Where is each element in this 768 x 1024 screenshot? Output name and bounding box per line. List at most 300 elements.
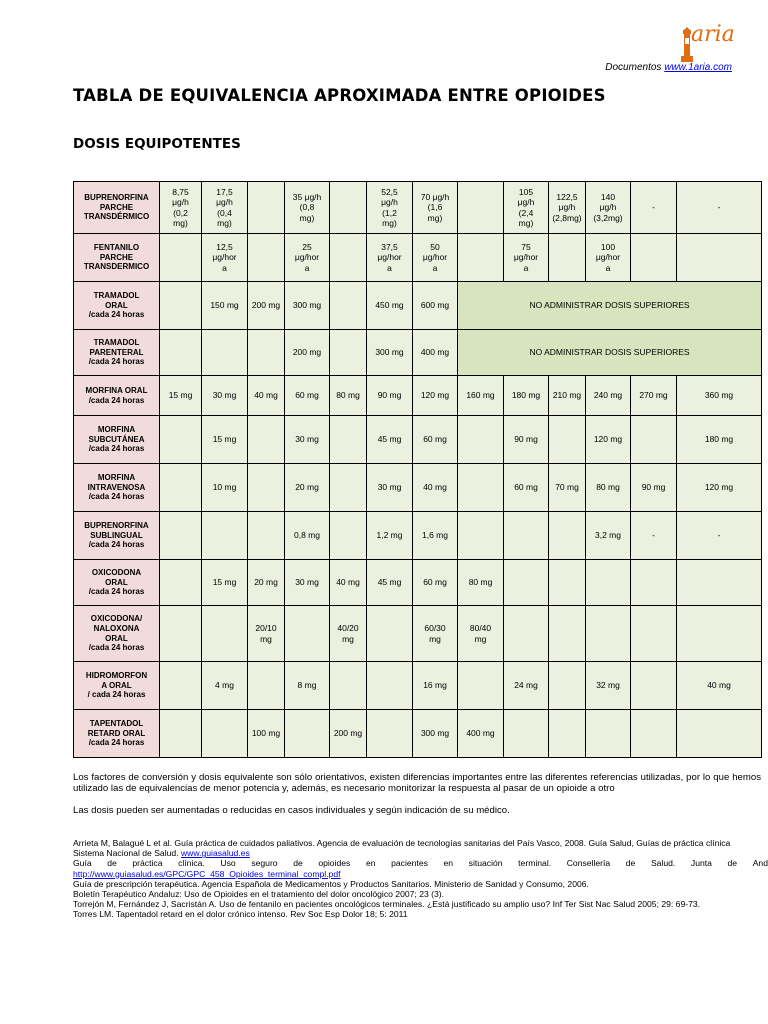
dose-value: 40 mg	[707, 680, 731, 691]
dose-cell	[504, 560, 549, 606]
dose-cell	[248, 376, 285, 416]
table-row	[74, 512, 762, 560]
dose-cell	[285, 512, 330, 560]
dose-value: μg/h	[517, 197, 535, 208]
dose-cell	[631, 710, 677, 758]
dose-cell	[586, 182, 631, 234]
table-row	[74, 606, 762, 662]
dose-cell	[367, 710, 413, 758]
dose-value: 40 mg	[423, 482, 447, 493]
dose-cell	[160, 512, 202, 560]
dose-cell	[413, 710, 458, 758]
dose-cell	[631, 662, 677, 710]
row-header	[74, 512, 160, 560]
page-title: TABLA DE EQUIVALENCIA APROXIMADA ENTRE OPIOIDES	[73, 86, 606, 105]
table-row	[74, 234, 762, 282]
reference-word: Consellería	[566, 858, 611, 869]
dose-cell	[549, 376, 586, 416]
dose-cell	[285, 182, 330, 234]
dose-value: 30 mg	[295, 577, 319, 588]
dose-value: 80 mg	[596, 482, 620, 493]
dose-value: 20/10	[255, 623, 277, 634]
dose-cell	[202, 710, 248, 758]
row-header-line: PARCHE	[99, 252, 134, 262]
dose-cell	[367, 560, 413, 606]
dose-value: (0,8	[299, 202, 315, 213]
dose-value: 90 mg	[377, 390, 402, 401]
dose-cell	[330, 376, 367, 416]
dose-cell	[677, 182, 762, 234]
row-header	[74, 560, 160, 606]
dose-cell	[413, 234, 458, 282]
row-header-line: /cada 24 horas	[88, 444, 145, 454]
reference-link[interactable]: www.guiasalud.es	[180, 848, 250, 859]
dose-value: (3,2mg)	[593, 212, 623, 223]
reference-word: Uso	[220, 858, 236, 869]
dose-value: 15 mg	[212, 577, 237, 588]
table-row	[74, 662, 762, 710]
dose-cell	[202, 606, 248, 662]
dose-value: -	[652, 202, 655, 213]
dose-value: (2,8mg)	[552, 212, 582, 223]
row-header	[74, 330, 160, 376]
dose-value: 450 mg	[375, 300, 404, 311]
dose-value: 300 mg	[375, 347, 404, 358]
dose-value: 60 mg	[423, 434, 447, 445]
dose-cell	[285, 234, 330, 282]
dose-cell	[413, 662, 458, 710]
equivalence-table	[73, 181, 762, 758]
dose-value: 12,5	[216, 242, 233, 253]
table-row	[74, 560, 762, 606]
dose-cell	[160, 234, 202, 282]
row-header-line: TAPENTADOL	[89, 719, 144, 729]
reference-item: Boletín Terapéutico Andaluz: Uso de Opioides en el tratamiento del dolor oncológico 2007; 23 (3).	[73, 889, 445, 900]
dose-value: μg/hor	[595, 252, 621, 263]
no-administer-note: NO ADMINISTRAR DOSIS SUPERIORES	[458, 282, 762, 330]
dose-cell	[160, 464, 202, 512]
dose-cell	[458, 512, 504, 560]
dose-value: 52,5	[381, 187, 398, 198]
dose-cell	[160, 376, 202, 416]
dose-value: mg	[474, 633, 487, 644]
dose-cell	[677, 512, 762, 560]
dose-cell	[248, 330, 285, 376]
dose-value: -	[717, 202, 721, 213]
dose-cell	[677, 606, 762, 662]
dose-cell	[330, 234, 367, 282]
dose-cell	[202, 512, 248, 560]
table-row	[74, 464, 762, 512]
dose-value: 210 mg	[552, 390, 582, 401]
dose-value: 140	[600, 192, 616, 203]
dose-value: 60 mg	[514, 482, 538, 493]
dose-value: μg/h	[172, 197, 189, 208]
dose-cell	[367, 330, 413, 376]
dose-value: -	[717, 530, 721, 541]
dose-cell	[549, 464, 586, 512]
dose-value: 30 mg	[212, 390, 237, 401]
reference-word: And	[752, 858, 768, 869]
row-header-line: FENTANILO	[93, 243, 140, 253]
reference-word: clínica.	[178, 858, 205, 869]
dose-value: 90 mg	[641, 482, 666, 493]
logo-text: aria	[691, 22, 735, 47]
dose-cell	[413, 512, 458, 560]
reference-word: de	[625, 858, 636, 869]
dose-value: 300 mg	[292, 300, 322, 311]
dose-value: μg/h	[216, 197, 233, 208]
dose-cell	[160, 330, 202, 376]
dose-value: 80 mg	[336, 390, 360, 401]
dose-cell	[504, 416, 549, 464]
reference-item: Torres LM. Tapentadol retard en el dolor crónico intenso. Rev Soc Esp Dolor 18; 5: 2011	[73, 909, 408, 920]
dose-value: 200 mg	[292, 347, 322, 358]
dose-value: 16 mg	[423, 680, 447, 691]
dose-value: 20 mg	[254, 577, 278, 588]
dose-cell	[458, 662, 504, 710]
dose-value: μg/h	[381, 197, 398, 208]
dose-cell	[413, 416, 458, 464]
dose-cell	[586, 710, 631, 758]
dose-value: a	[523, 262, 529, 273]
dose-value: 180 mg	[704, 434, 734, 445]
dose-cell	[330, 282, 367, 330]
dose-cell	[586, 376, 631, 416]
row-header-line: BUPRENORFINA	[84, 193, 149, 203]
dose-value: μg/h	[558, 202, 576, 213]
dose-cell	[160, 560, 202, 606]
row-header-line: /cada 24 horas	[88, 357, 145, 367]
dose-value: a	[605, 262, 611, 273]
dose-value: 35 μg/h	[292, 192, 322, 203]
row-header-line: NALOXONA	[93, 623, 140, 633]
dose-cell	[631, 182, 677, 234]
row-header-line: /cada 24 horas	[88, 587, 145, 597]
row-header-line: ORAL	[105, 577, 128, 587]
dose-value: mg)	[518, 217, 534, 228]
row-header-line: PARCHE	[99, 202, 134, 212]
dose-cell	[413, 464, 458, 512]
dose-cell	[367, 416, 413, 464]
dose-cell	[248, 606, 285, 662]
dose-value: 90 mg	[514, 434, 538, 445]
row-header-line: SUBLINGUAL	[90, 530, 143, 540]
dose-value: 3,2 mg	[595, 530, 621, 541]
dose-cell	[586, 234, 631, 282]
row-header-line: RETARD ORAL	[87, 728, 146, 738]
dose-cell	[677, 662, 762, 710]
dose-cell	[677, 416, 762, 464]
dose-cell	[202, 282, 248, 330]
dose-cell	[367, 606, 413, 662]
dose-cell	[504, 606, 549, 662]
row-header-line: /cada 24 horas	[88, 492, 145, 502]
dose-value: 200 mg	[251, 300, 281, 311]
dose-value: 10 mg	[212, 482, 237, 493]
dose-cell	[413, 182, 458, 234]
dose-cell	[202, 330, 248, 376]
reference-item: Torrejón M, Fernández J, Sacristán A. Uso de fentanilo en pacientes oncológicos terminales. ¿Está justificado su amplio uso? Inf Ter Sist Nac Salud 2005; 29: 69-73.	[73, 899, 701, 910]
reference-word: de	[107, 858, 117, 869]
row-header-line: ORAL	[105, 300, 128, 310]
dose-cell	[586, 560, 631, 606]
dose-cell	[504, 512, 549, 560]
dose-cell	[248, 416, 285, 464]
dose-cell	[160, 416, 202, 464]
dose-value: (1,2	[382, 207, 397, 218]
dose-cell	[160, 710, 202, 758]
documents-link[interactable]: www.1aria.com	[664, 62, 732, 73]
row-header-line: MORFINA	[97, 425, 136, 435]
dose-value: 270 mg	[639, 390, 668, 401]
dose-cell	[631, 234, 677, 282]
dose-cell	[413, 606, 458, 662]
dose-cell	[202, 560, 248, 606]
dose-value: a	[222, 262, 227, 273]
dose-cell	[248, 710, 285, 758]
reference-word: Junta	[690, 858, 712, 869]
dose-value: mg)	[173, 217, 188, 228]
dose-value: 25	[302, 242, 312, 253]
dose-cell	[248, 512, 285, 560]
dose-cell	[677, 710, 762, 758]
documents-label: Documentos	[605, 62, 662, 73]
references	[73, 838, 768, 920]
dose-cell	[458, 416, 504, 464]
dose-value: mg	[342, 633, 354, 644]
dose-value: 600 mg	[420, 300, 450, 311]
dose-cell	[458, 464, 504, 512]
dose-cell	[285, 416, 330, 464]
dose-value: 17,5	[216, 187, 233, 198]
dose-value: 80 mg	[468, 577, 493, 588]
row-header-line: / cada 24 horas	[87, 690, 146, 700]
row-header-line: TRANSDERMICO	[83, 262, 150, 272]
dose-cell	[330, 330, 367, 376]
dose-value: 40 mg	[336, 577, 360, 588]
dose-cell	[504, 376, 549, 416]
dose-value: mg)	[217, 217, 232, 228]
dose-value: mg)	[382, 217, 397, 228]
dose-cell	[631, 464, 677, 512]
dose-value: 1,6 mg	[422, 530, 448, 541]
no-administer-note: NO ADMINISTRAR DOSIS SUPERIORES	[458, 330, 762, 376]
dose-cell	[549, 416, 586, 464]
table-row	[74, 710, 762, 758]
reference-item	[73, 858, 768, 868]
dose-cell	[285, 330, 330, 376]
reference-item	[73, 869, 768, 879]
dose-value: 45 mg	[377, 577, 402, 588]
reference-item: Arrieta M, Balagué L et al. Guía práctica de cuidados paliativos. Agencia de evaluación de tecnologías sanitarias del País Vasco, 2008. Guía Salud, Guías de práctica clínica	[73, 838, 731, 848]
note-paragraph: Los factores de conversión y dosis equivalente son sólo orientativos, existen diferencias importantes entre las diferentes referencias utilizadas, por lo que hemos utilizado las de equivalencias de menor potencia y, además, es necesario monitorizar la respuesta al pasar de un opioide a otro	[73, 772, 761, 795]
dose-cell	[413, 330, 458, 376]
reference-word: situación	[468, 858, 503, 869]
row-header	[74, 662, 160, 710]
dose-value: mg	[260, 633, 272, 644]
documents-line	[605, 62, 732, 73]
dose-cell	[330, 710, 367, 758]
row-header	[74, 234, 160, 282]
dose-cell	[458, 376, 504, 416]
dose-cell	[631, 512, 677, 560]
dose-value: 45 mg	[377, 434, 402, 445]
dose-value: (2,4	[518, 207, 534, 218]
row-header-line: INTRAVENOSA	[87, 482, 146, 492]
dose-cell	[549, 512, 586, 560]
dose-cell	[367, 464, 413, 512]
reference-word: Guía	[73, 858, 92, 869]
reference-word: en	[365, 858, 376, 869]
dose-value: μg/hor	[294, 252, 320, 263]
dose-cell	[413, 376, 458, 416]
dose-value: a	[304, 262, 310, 273]
dose-value: (0,2	[173, 207, 188, 218]
table-row	[74, 282, 762, 330]
reference-word: terminal.	[518, 858, 552, 869]
dose-cell	[330, 606, 367, 662]
dose-cell	[631, 606, 677, 662]
dose-cell	[367, 662, 413, 710]
row-header-line: /cada 24 horas	[88, 310, 145, 320]
dose-cell	[504, 710, 549, 758]
dose-value: 180 mg	[511, 390, 541, 401]
dose-value: 122,5	[556, 192, 578, 203]
row-header-line: MORFINA ORAL	[85, 385, 148, 395]
dose-cell	[677, 376, 762, 416]
table-row	[74, 182, 762, 234]
row-header-line: SUBCUTÁNEA	[88, 434, 145, 444]
row-header-line: OXICODONA/	[90, 614, 143, 624]
row-header-line: /cada 24 horas	[88, 395, 145, 405]
dose-value: 100	[600, 242, 616, 253]
row-header	[74, 416, 160, 464]
dose-value: -	[652, 530, 655, 541]
row-header-line: /cada 24 horas	[88, 643, 145, 653]
dose-cell	[549, 182, 586, 234]
dose-cell	[160, 182, 202, 234]
dose-value: 75	[521, 242, 531, 253]
section-title: DOSIS EQUIPOTENTES	[73, 136, 241, 152]
dose-value: 20 mg	[295, 482, 319, 493]
dose-value: mg)	[299, 212, 315, 223]
dose-value: 120 mg	[704, 482, 734, 493]
dose-value: 40 mg	[254, 390, 278, 401]
dose-cell	[504, 182, 549, 234]
row-header	[74, 182, 160, 234]
reference-item: Sistema Nacional de Salud. www.guiasalud.es	[73, 848, 250, 859]
dose-value: μg/hor	[377, 252, 402, 263]
dose-value: a	[387, 262, 392, 273]
reference-word: seguro	[251, 858, 278, 869]
dose-cell	[458, 182, 504, 234]
dose-value: 30 mg	[295, 434, 319, 445]
dose-cell	[413, 560, 458, 606]
dose-value: mg)	[427, 212, 443, 223]
dose-value: 150 mg	[210, 300, 239, 311]
dose-cell	[677, 464, 762, 512]
dose-value: 15 mg	[212, 434, 237, 445]
dose-value: 1,2 mg	[376, 530, 403, 541]
row-header-line: TRAMADOL	[93, 338, 140, 348]
dose-value: 80/40	[469, 623, 492, 634]
dose-cell	[202, 662, 248, 710]
dose-value: a	[432, 262, 438, 273]
dose-cell	[677, 234, 762, 282]
dose-cell	[330, 182, 367, 234]
note-paragraph: Las dosis pueden ser aumentadas o reducidas en casos individuales y según indicación de su médico.	[73, 804, 510, 816]
dose-value: 105	[518, 187, 534, 198]
dose-value: μg/hor	[513, 252, 539, 263]
table-row	[74, 416, 762, 464]
dose-value: 15 mg	[168, 390, 193, 401]
reference-word: de	[293, 858, 303, 869]
dose-cell	[367, 282, 413, 330]
table-row	[74, 376, 762, 416]
dose-cell	[458, 710, 504, 758]
dose-cell	[549, 606, 586, 662]
dose-cell	[367, 234, 413, 282]
dose-cell	[330, 464, 367, 512]
dose-value: 360 mg	[704, 390, 734, 401]
dose-value: (0,4	[217, 207, 232, 218]
dose-cell	[631, 376, 677, 416]
dose-cell	[248, 282, 285, 330]
reference-word: opioides	[318, 858, 351, 869]
dose-cell	[631, 416, 677, 464]
dose-value: 4 mg	[215, 680, 234, 691]
dose-value: 0,8 mg	[294, 530, 320, 541]
row-header-line: BUPRENORFINA	[84, 521, 149, 531]
dose-cell	[285, 662, 330, 710]
reference-word: en	[443, 858, 454, 869]
reference-item: Guía de prescripción terapéutica. Agencia Española de Medicamentos y Productos Sanitarios. Ministerio de Sanidad y Consumo, 2006.	[73, 878, 589, 889]
row-header	[74, 464, 160, 512]
dose-cell	[248, 234, 285, 282]
row-header-line: /cada 24 horas	[88, 540, 145, 550]
dose-cell	[330, 560, 367, 606]
dose-cell	[160, 606, 202, 662]
dose-cell	[458, 234, 504, 282]
dose-cell	[285, 710, 330, 758]
dose-value: 240 mg	[593, 390, 623, 401]
row-header-line: TRANSDÉRMICO	[83, 212, 150, 222]
dose-cell	[285, 282, 330, 330]
dose-cell	[202, 234, 248, 282]
dose-cell	[413, 282, 458, 330]
dose-cell	[549, 662, 586, 710]
dose-cell	[458, 560, 504, 606]
dose-cell	[586, 464, 631, 512]
reference-link[interactable]: http://www.guiasalud.es/GPC/GPC_458_Opioides_terminal_compl.pdf	[73, 868, 341, 879]
row-header-line: HIDROMORFON	[85, 671, 148, 681]
dose-cell	[160, 662, 202, 710]
row-header-line: MORFINA	[97, 473, 136, 483]
row-header	[74, 606, 160, 662]
dose-cell	[367, 512, 413, 560]
dose-cell	[586, 606, 631, 662]
dose-cell	[504, 662, 549, 710]
row-header-line: OXICODONA	[91, 568, 142, 578]
dose-value: (1,6	[427, 202, 443, 213]
dose-value: mg	[429, 633, 441, 644]
dose-value: 160 mg	[466, 390, 495, 401]
dose-cell	[285, 560, 330, 606]
dose-value: 120 mg	[593, 434, 623, 445]
dose-value: 30 mg	[377, 482, 402, 493]
row-header-line: TRAMADOL	[93, 291, 140, 301]
